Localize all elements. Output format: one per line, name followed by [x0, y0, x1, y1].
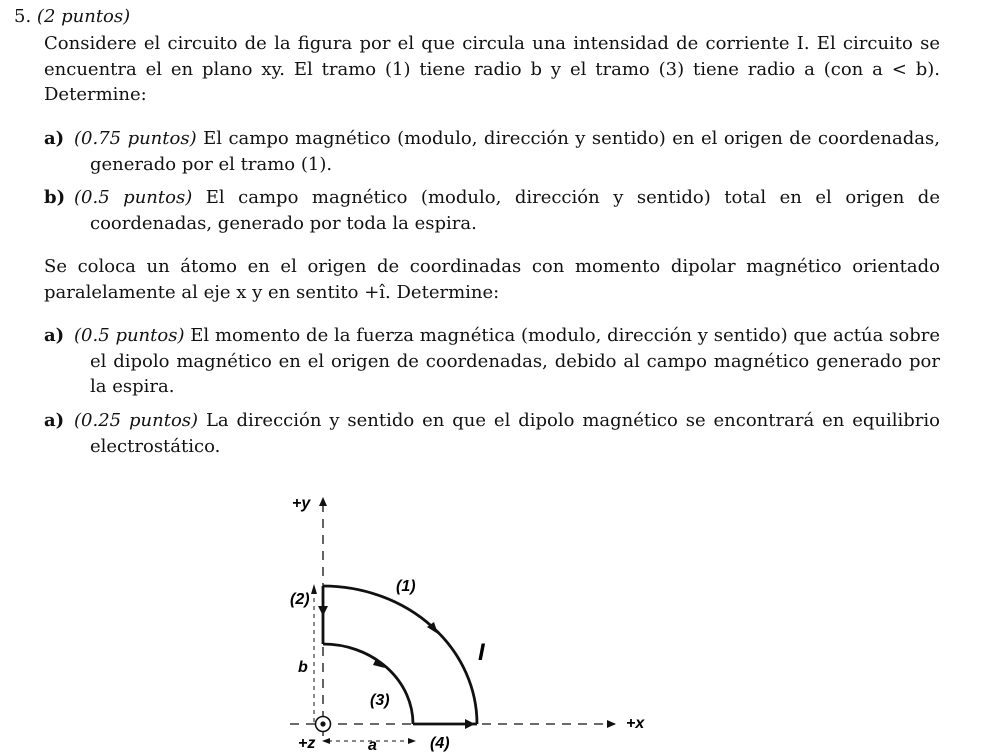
question-number: 5.	[14, 6, 32, 27]
radius-a-arrow-left	[322, 738, 330, 744]
segment-4-arrow	[465, 719, 475, 729]
item-text: El momento de la fuerza magnética (modulo, dirección y sentido) que actúa sobre el dipolo magnético en el origen de coordenadas, debido al campo magnético generado por la espira.	[90, 325, 940, 397]
segment-3-arc	[323, 644, 413, 724]
radius-a-label: a	[368, 737, 377, 754]
dipole-statement: Se coloca un átomo en el origen de coordinadas con momento dipolar magnético orientado paralelamente al eje x y en sentito +î. Determine:	[44, 256, 940, 303]
item-points: (0.5 puntos)	[74, 325, 185, 346]
segment-1-label: (1)	[396, 578, 416, 595]
segment-3-label: (3)	[370, 692, 390, 709]
z-axis-label: +z	[298, 735, 316, 752]
y-axis-label: +y	[292, 495, 311, 512]
item-label: a)	[44, 410, 65, 431]
segment-1-arc	[323, 586, 477, 724]
segment-4-label: (4)	[430, 735, 450, 752]
question-header	[14, 6, 130, 27]
item-points: (0.25 puntos)	[74, 410, 199, 431]
problem-statement: Considere el circuito de la figura por el que circula una intensidad de corriente I. El circuito se encuentra el en plano xy. El tramo (1) tiene radio b y el tramo (3) tiene radio a (con a < b). Determine:	[44, 33, 940, 105]
z-axis-dot	[320, 721, 325, 726]
item-points: (0.5 puntos)	[74, 187, 193, 208]
part1-item-b	[44, 185, 940, 236]
circuit-figure	[270, 480, 670, 756]
part2-item-a2	[44, 408, 940, 459]
item-label: a)	[44, 325, 65, 346]
question-points: (2 puntos)	[36, 6, 131, 27]
x-axis-label: +x	[626, 715, 645, 732]
item-text: El campo magnético (modulo, dirección y sentido) en el origen de coordenadas, generado por el tramo (1).	[90, 128, 940, 175]
item-points: (0.75 puntos)	[74, 128, 197, 149]
item-label: a)	[44, 128, 65, 149]
radius-b-arrow	[311, 584, 317, 594]
item-text: El campo magnético (modulo, dirección y sentido) total en el origen de coordenadas, generado por toda la espira.	[90, 187, 940, 234]
current-label: I	[478, 639, 485, 666]
item-text: La dirección y sentido en que el dipolo magnético se encontrará en equilibrio electrostático.	[90, 410, 940, 457]
segment-2-label: (2)	[290, 591, 310, 608]
item-label: b)	[44, 187, 66, 208]
part1-item-a	[44, 126, 940, 177]
part2-item-a	[44, 323, 940, 400]
segment-2-arrow	[318, 606, 328, 616]
radius-a-arrow-right	[408, 738, 416, 744]
radius-b-label: b	[298, 659, 308, 676]
